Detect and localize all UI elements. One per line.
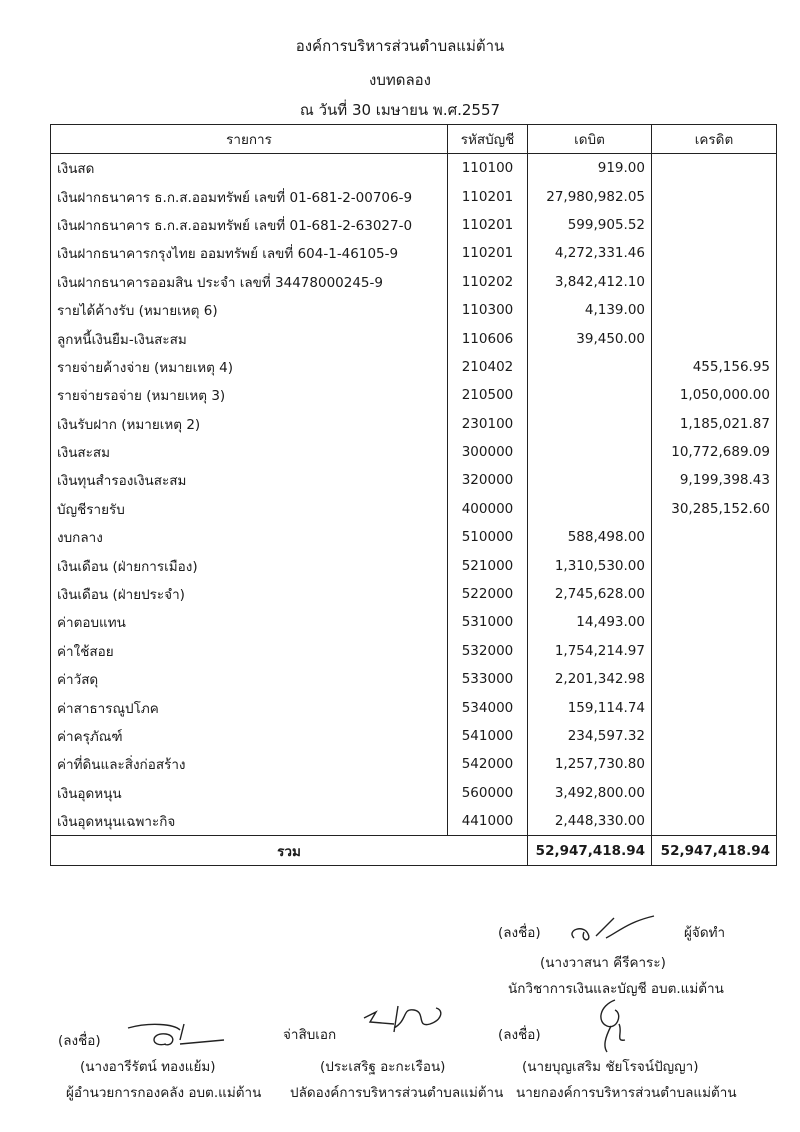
cell-debit: 919.00 <box>528 154 652 183</box>
total-debit: 52,947,418.94 <box>528 836 652 865</box>
cell-item: เงินฝากธนาคาร ธ.ก.ส.ออมทรัพย์ เลขที่ 01-681-2-63027-0 <box>51 211 448 239</box>
cell-credit <box>652 551 777 579</box>
cell-credit <box>652 523 777 551</box>
cell-item: ค่าครุภัณฑ์ <box>51 722 448 750</box>
cell-debit: 4,272,331.46 <box>528 239 652 267</box>
cell-code: 110201 <box>448 211 528 239</box>
finance-director-signature <box>120 1014 230 1050</box>
cell-credit <box>652 722 777 750</box>
cell-debit: 39,450.00 <box>528 324 652 352</box>
table-row <box>51 551 777 579</box>
cell-item: ค่าใช้สอย <box>51 637 448 665</box>
cell-item: เงินสด <box>51 154 448 183</box>
trial-balance-table <box>50 124 777 866</box>
preparer-name: (นางวาสนา คีรีคาระ) <box>540 955 666 971</box>
table-row <box>51 410 777 438</box>
table-row <box>51 665 777 693</box>
chief-signature <box>585 996 645 1056</box>
cell-code: 110100 <box>448 154 528 183</box>
cell-code: 110606 <box>448 324 528 352</box>
cell-item: เงินเดือน (ฝ่ายประจำ) <box>51 580 448 608</box>
table-row <box>51 211 777 239</box>
table-row <box>51 779 777 807</box>
preparer-sign-label: (ลงชื่อ) <box>498 925 541 941</box>
preparer-signature <box>562 908 662 948</box>
cell-credit: 1,050,000.00 <box>652 381 777 409</box>
table-row <box>51 495 777 523</box>
cell-credit <box>652 211 777 239</box>
table-row <box>51 381 777 409</box>
cell-code: 320000 <box>448 466 528 494</box>
cell-debit <box>528 353 652 381</box>
cell-credit <box>652 268 777 296</box>
column-header-debit: เดบิต <box>528 125 652 154</box>
cell-credit: 1,185,021.87 <box>652 410 777 438</box>
total-credit: 52,947,418.94 <box>652 836 777 865</box>
cell-item: รายจ่ายค้างจ่าย (หมายเหตุ 4) <box>51 353 448 381</box>
cell-item: เงินทุนสำรองเงินสะสม <box>51 466 448 494</box>
total-row <box>51 836 777 865</box>
cell-debit: 4,139.00 <box>528 296 652 324</box>
table-row <box>51 807 777 836</box>
table-row <box>51 154 777 183</box>
cell-debit: 159,114.74 <box>528 693 652 721</box>
cell-debit <box>528 381 652 409</box>
cell-debit <box>528 438 652 466</box>
table-row <box>51 580 777 608</box>
cell-debit <box>528 495 652 523</box>
cell-debit: 2,448,330.00 <box>528 807 652 836</box>
cell-code: 560000 <box>448 779 528 807</box>
total-label: รวม <box>51 836 528 865</box>
cell-debit: 588,498.00 <box>528 523 652 551</box>
chief-sign-label: (ลงชื่อ) <box>498 1027 541 1043</box>
cell-debit <box>528 410 652 438</box>
cell-item: ค่าตอบแทน <box>51 608 448 636</box>
column-header-credit: เครดิต <box>652 125 777 154</box>
cell-item: เงินอุดหนุน <box>51 779 448 807</box>
cell-debit: 1,310,530.00 <box>528 551 652 579</box>
cell-credit <box>652 807 777 836</box>
cell-debit: 1,257,730.80 <box>528 750 652 778</box>
finance-director-sign-label: (ลงชื่อ) <box>58 1033 101 1049</box>
cell-item: เงินฝากธนาคาร ธ.ก.ส.ออมทรัพย์ เลขที่ 01-681-2-00706-9 <box>51 182 448 210</box>
cell-credit <box>652 324 777 352</box>
cell-item: เงินอุดหนุนเฉพาะกิจ <box>51 807 448 836</box>
cell-item: เงินรับฝาก (หมายเหตุ 2) <box>51 410 448 438</box>
cell-debit: 1,754,214.97 <box>528 637 652 665</box>
cell-item: งบกลาง <box>51 523 448 551</box>
table-row <box>51 466 777 494</box>
column-header-item: รายการ <box>51 125 448 154</box>
cell-item: เงินฝากธนาคารกรุงไทย ออมทรัพย์ เลขที่ 604-1-46105-9 <box>51 239 448 267</box>
table-row <box>51 608 777 636</box>
cell-code: 532000 <box>448 637 528 665</box>
table-row <box>51 353 777 381</box>
cell-code: 400000 <box>448 495 528 523</box>
clerk-signature <box>358 998 458 1038</box>
cell-credit <box>652 750 777 778</box>
cell-code: 541000 <box>448 722 528 750</box>
cell-credit <box>652 665 777 693</box>
cell-credit: 10,772,689.09 <box>652 438 777 466</box>
cell-credit: 30,285,152.60 <box>652 495 777 523</box>
cell-credit <box>652 182 777 210</box>
cell-credit <box>652 580 777 608</box>
cell-debit: 599,905.52 <box>528 211 652 239</box>
cell-code: 110202 <box>448 268 528 296</box>
table-row <box>51 722 777 750</box>
table-row <box>51 438 777 466</box>
table-row <box>51 693 777 721</box>
cell-code: 110201 <box>448 239 528 267</box>
cell-debit: 234,597.32 <box>528 722 652 750</box>
report-date: ณ วันที่ 30 เมษายน พ.ศ.2557 <box>299 101 501 119</box>
cell-code: 534000 <box>448 693 528 721</box>
cell-code: 533000 <box>448 665 528 693</box>
cell-credit <box>652 154 777 183</box>
clerk-position: ปลัดองค์การบริหารส่วนตำบลแม่ต้าน <box>290 1085 504 1101</box>
organization-title: องค์การบริหารส่วนตำบลแม่ต้าน <box>295 37 505 55</box>
cell-item: รายจ่ายรอจ่าย (หมายเหตุ 3) <box>51 381 448 409</box>
cell-code: 521000 <box>448 551 528 579</box>
cell-debit: 3,842,412.10 <box>528 268 652 296</box>
cell-item: บัญชีรายรับ <box>51 495 448 523</box>
cell-credit <box>652 637 777 665</box>
chief-position: นายกองค์การบริหารส่วนตำบลแม่ต้าน <box>516 1085 737 1101</box>
table-row <box>51 296 777 324</box>
clerk-name: (ประเสริฐ อะกะเรือน) <box>320 1059 446 1075</box>
table-row <box>51 637 777 665</box>
cell-debit <box>528 466 652 494</box>
cell-credit <box>652 693 777 721</box>
cell-item: ลูกหนี้เงินยืม-เงินสะสม <box>51 324 448 352</box>
table-row <box>51 750 777 778</box>
table-row <box>51 268 777 296</box>
table-row <box>51 239 777 267</box>
cell-code: 210500 <box>448 381 528 409</box>
cell-item: ค่าวัสดุ <box>51 665 448 693</box>
cell-code: 110201 <box>448 182 528 210</box>
cell-item: รายได้ค้างรับ (หมายเหตุ 6) <box>51 296 448 324</box>
cell-item: เงินเดือน (ฝ่ายการเมือง) <box>51 551 448 579</box>
table-header-row <box>51 125 777 154</box>
cell-item: ค่าสาธารณูปโภค <box>51 693 448 721</box>
cell-code: 210402 <box>448 353 528 381</box>
chief-name: (นายบุญเสริม ชัยโรจน์ปัญญา) <box>522 1059 699 1075</box>
preparer-position: นักวิชาการเงินและบัญชี อบต.แม่ต้าน <box>508 981 724 997</box>
cell-debit: 2,745,628.00 <box>528 580 652 608</box>
table-row <box>51 182 777 210</box>
cell-item: ค่าที่ดินและสิ่งก่อสร้าง <box>51 750 448 778</box>
finance-director-name: (นางอารีรัตน์ ทองแย้ม) <box>80 1059 216 1075</box>
cell-code: 441000 <box>448 807 528 836</box>
cell-code: 110300 <box>448 296 528 324</box>
table-row <box>51 324 777 352</box>
cell-debit: 14,493.00 <box>528 608 652 636</box>
report-title: งบทดลอง <box>369 71 431 89</box>
cell-code: 510000 <box>448 523 528 551</box>
column-header-code: รหัสบัญชี <box>448 125 528 154</box>
cell-debit: 3,492,800.00 <box>528 779 652 807</box>
cell-code: 300000 <box>448 438 528 466</box>
cell-credit <box>652 608 777 636</box>
cell-debit: 2,201,342.98 <box>528 665 652 693</box>
cell-code: 522000 <box>448 580 528 608</box>
cell-item: เงินสะสม <box>51 438 448 466</box>
table-body <box>51 154 777 836</box>
cell-code: 542000 <box>448 750 528 778</box>
cell-code: 531000 <box>448 608 528 636</box>
clerk-rank: จ่าสิบเอก <box>283 1027 337 1043</box>
cell-credit <box>652 239 777 267</box>
finance-director-position: ผู้อำนวยการกองคลัง อบต.แม่ต้าน <box>66 1085 262 1101</box>
cell-debit: 27,980,982.05 <box>528 182 652 210</box>
cell-credit <box>652 296 777 324</box>
table-row <box>51 523 777 551</box>
cell-credit <box>652 779 777 807</box>
preparer-role: ผู้จัดทำ <box>684 925 726 941</box>
cell-credit: 455,156.95 <box>652 353 777 381</box>
cell-item: เงินฝากธนาคารออมสิน ประจำ เลขที่ 34478000245-9 <box>51 268 448 296</box>
cell-code: 230100 <box>448 410 528 438</box>
cell-credit: 9,199,398.43 <box>652 466 777 494</box>
